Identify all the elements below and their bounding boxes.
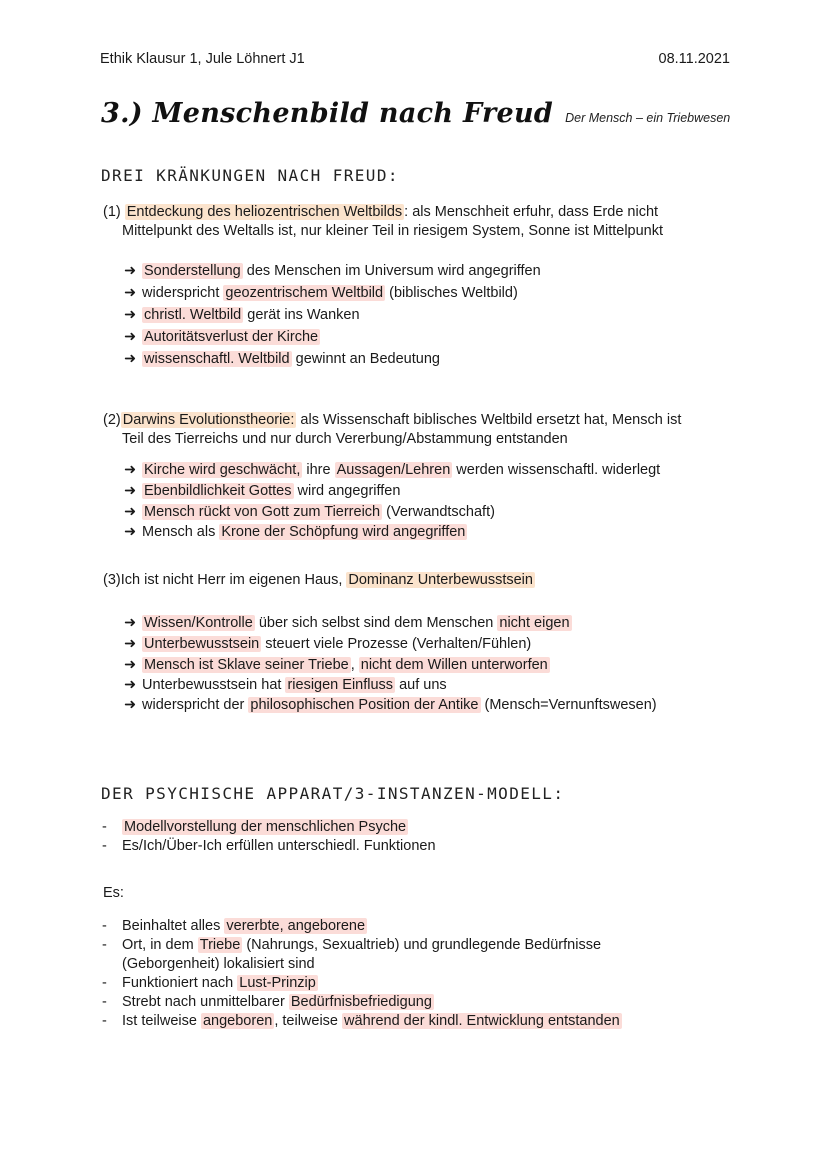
highlight: Krone der Schöpfung wird angegriffen <box>221 524 466 540</box>
highlight: Kirche wird geschwächt, <box>144 462 301 478</box>
page-subtitle: Der Mensch – ein Triebwesen <box>565 111 731 125</box>
list-item <box>124 676 447 695</box>
text: des Menschen im Universum wird angegriffen <box>242 263 541 279</box>
list-item <box>102 837 436 856</box>
text: werden wissenschaftl. widerlegt <box>452 462 661 478</box>
arrow-right-icon: ➜ <box>124 524 137 540</box>
list-item <box>124 635 531 654</box>
highlight: Lust-Prinzip <box>239 975 316 991</box>
list-item <box>124 350 440 369</box>
arrow-right-icon: ➜ <box>124 285 137 301</box>
header-date: 08.11.2021 <box>658 51 730 67</box>
header-author: Ethik Klausur 1, Jule Löhnert J1 <box>100 51 305 67</box>
highlight: nicht dem Willen unterworfen <box>360 657 548 673</box>
highlight: philosophischen Position der Antike <box>250 697 479 713</box>
list-item <box>124 284 518 303</box>
arrow-right-icon: ➜ <box>124 504 137 520</box>
text: Ist teilweise <box>122 1013 201 1029</box>
list-item <box>102 1012 622 1031</box>
text: Funktioniert nach <box>122 975 238 991</box>
list-item <box>124 328 320 347</box>
list-item <box>124 656 550 675</box>
list-item <box>124 461 660 480</box>
arrow-right-icon: ➜ <box>124 615 137 631</box>
list-item <box>102 993 434 1012</box>
text: über sich selbst sind dem Menschen <box>254 615 498 631</box>
kraenkung-2-line2: Teil des Tierreichs und nur durch Vererbung/Abstammung entstanden <box>122 431 568 447</box>
dash-bullet: - <box>102 819 107 835</box>
highlight: geozentrischem Weltbild <box>225 285 384 301</box>
kraenkung-2-line1 <box>103 411 681 430</box>
highlight: nicht eigen <box>499 615 570 631</box>
list-item <box>102 917 367 936</box>
text: widerspricht der <box>142 697 249 713</box>
dash-bullet: - <box>102 838 107 854</box>
arrow-right-icon: ➜ <box>124 657 137 673</box>
text: ihre <box>302 462 335 478</box>
list-item-continuation: (Geborgenheit) lokalisiert sind <box>122 956 315 972</box>
arrow-right-icon: ➜ <box>124 677 137 693</box>
highlight: angeboren <box>202 1013 273 1029</box>
text: als Wissenschaft biblisches Weltbild ersetzt hat, Mensch ist <box>296 412 682 428</box>
arrow-right-icon: ➜ <box>124 483 137 499</box>
dash-bullet: - <box>102 994 107 1010</box>
highlight: wissenschaftl. Weltbild <box>144 351 290 367</box>
text: auf uns <box>395 677 447 693</box>
text: : als Menschheit erfuhr, dass Erde nicht <box>404 204 659 220</box>
text: gerät ins Wanken <box>243 307 360 323</box>
list-item <box>124 306 360 325</box>
text: steuert viele Prozesse (Verhalten/Fühlen) <box>261 636 532 652</box>
highlight: Dominanz Unterbewusstsein <box>348 572 533 588</box>
highlight: christl. Weltbild <box>144 307 242 323</box>
section-heading-kraenkungen: DREI KRÄNKUNGEN NACH FREUD: <box>101 166 399 185</box>
text: Ort, in dem <box>122 937 198 953</box>
highlight: Wissen/Kontrolle <box>144 615 253 631</box>
highlight: Aussagen/Lehren <box>336 462 451 478</box>
dash-bullet: - <box>102 1013 107 1029</box>
page-title-row <box>101 98 730 129</box>
highlight: während der kindl. Entwicklung entstanden <box>344 1013 620 1029</box>
highlight: riesigen Einfluss <box>287 677 394 693</box>
text: (biblisches Weltbild) <box>385 285 518 301</box>
text: widerspricht <box>142 285 224 301</box>
list-item <box>124 262 541 281</box>
arrow-right-icon: ➜ <box>124 351 137 367</box>
list-item <box>124 614 572 633</box>
list-item <box>124 696 657 715</box>
arrow-right-icon: ➜ <box>124 329 137 345</box>
highlight: Entdeckung des heliozentrischen Weltbilds <box>126 204 403 220</box>
text: Unterbewusstsein hat <box>142 677 286 693</box>
es-label: Es: <box>103 885 124 901</box>
dash-bullet: - <box>102 918 107 934</box>
list-item <box>102 974 318 993</box>
highlight: Modellvorstellung der menschlichen Psyche <box>124 819 407 835</box>
highlight: Darwins Evolutionstheorie: <box>122 412 295 428</box>
highlight: Ebenbildlichkeit Gottes <box>144 483 292 499</box>
kraenkung-3-line1 <box>103 571 535 590</box>
arrow-right-icon: ➜ <box>124 697 137 713</box>
text: Ich ist nicht Herr im eigenen Haus, <box>120 572 347 588</box>
list-item <box>102 818 408 837</box>
text: wird angegriffen <box>293 483 401 499</box>
highlight: Triebe <box>199 937 241 953</box>
section-heading-psychischer-apparat: DER PSYCHISCHE APPARAT/3-INSTANZEN-MODELL: <box>101 784 565 803</box>
arrow-right-icon: ➜ <box>124 307 137 323</box>
highlight: Unterbewusstsein <box>144 636 260 652</box>
list-item <box>124 523 467 542</box>
text: (Verwandtschaft) <box>382 504 495 520</box>
text: , teilweise <box>274 1013 343 1029</box>
text: Strebt nach unmittelbarer <box>122 994 289 1010</box>
text: Es/Ich/Über-Ich erfüllen unterschiedl. Funktionen <box>122 838 436 854</box>
arrow-right-icon: ➜ <box>124 263 137 279</box>
highlight: Autoritätsverlust der Kirche <box>144 329 319 345</box>
kraenkung-2-number: (2) <box>103 412 121 428</box>
text: gewinnt an Bedeutung <box>291 351 440 367</box>
text: Beinhaltet alles <box>122 918 225 934</box>
kraenkung-1-number: (1) <box>103 204 125 220</box>
text: (Nahrungs, Sexualtrieb) und grundlegende Bedürfnisse <box>242 937 602 953</box>
page-title: 3.) Menschenbild nach Freud <box>101 98 554 129</box>
arrow-right-icon: ➜ <box>124 636 137 652</box>
text: Mensch als <box>142 524 220 540</box>
kraenkung-1-line1 <box>103 203 658 222</box>
arrow-right-icon: ➜ <box>124 462 137 478</box>
highlight: vererbte, angeborene <box>226 918 366 934</box>
list-item <box>124 482 400 501</box>
highlight: Bedürfnisbefriedigung <box>290 994 432 1010</box>
highlight: Mensch rückt von Gott zum Tierreich <box>144 504 381 520</box>
list-item <box>102 936 602 955</box>
highlight: Sonderstellung <box>144 263 241 279</box>
text: , <box>350 657 359 673</box>
kraenkung-3-number: (3) <box>103 572 121 588</box>
kraenkung-1-line2: Mittelpunkt des Weltalls ist, nur kleiner Teil in riesigem System, Sonne ist Mittelpunkt <box>122 223 664 239</box>
dash-bullet: - <box>102 937 107 953</box>
list-item <box>124 503 495 522</box>
text: (Mensch=Vernunftswesen) <box>480 697 657 713</box>
dash-bullet: - <box>102 975 107 991</box>
highlight: Mensch ist Sklave seiner Triebe <box>144 657 349 673</box>
